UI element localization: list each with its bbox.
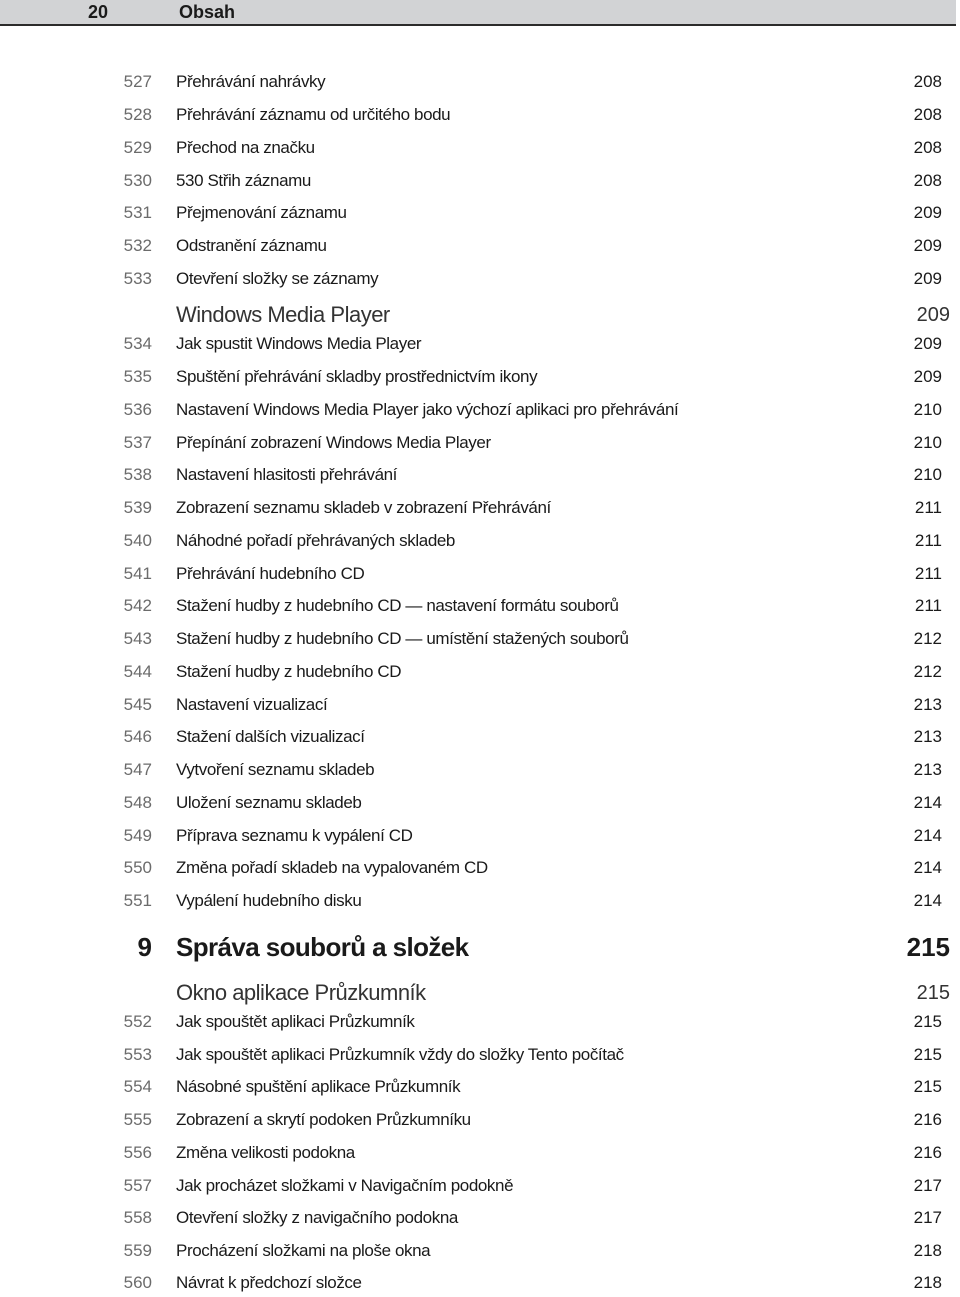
toc-entry — [0, 1075, 960, 1101]
entry-page: 210 — [913, 465, 942, 484]
entry-number: 540 — [123, 531, 152, 550]
entry-number: 550 — [123, 858, 152, 877]
toc-entry — [0, 856, 960, 882]
entry-title: Náhodné pořadí přehrávaných skladeb — [176, 531, 455, 550]
section-page: 215 — [916, 982, 950, 1004]
entry-number: 537 — [123, 433, 152, 452]
entry-title: Jak procházet složkami v Navigačním podokně — [176, 1176, 514, 1195]
entry-page: 208 — [913, 105, 942, 124]
chapter-page: 215 — [906, 932, 950, 962]
entry-title: Stažení dalších vizualizací — [176, 727, 365, 746]
entry-title: Stažení hudby z hudebního CD — umístění stažených souborů — [176, 629, 629, 648]
entry-page: 209 — [913, 334, 942, 353]
entry-title: Nastavení hlasitosti přehrávání — [176, 465, 398, 484]
toc-entry — [0, 136, 960, 162]
entry-title: Spuštění přehrávání skladby prostřednictvím ikony — [176, 367, 538, 386]
section-title: Okno aplikace Průzkumník — [176, 980, 426, 1005]
chapter-title: Správa souborů a složek — [176, 932, 469, 962]
entry-title: Procházení složkami na ploše okna — [176, 1241, 431, 1260]
toc-entry — [0, 1010, 960, 1036]
entry-title: Přehrávání nahrávky — [176, 72, 326, 91]
entry-page: 214 — [913, 858, 942, 877]
toc-entry — [0, 594, 960, 620]
entry-title: Přehrávání hudebního CD — [176, 564, 365, 583]
entry-title: Přejmenování záznamu — [176, 203, 347, 222]
entry-number: 530 — [123, 171, 152, 190]
entry-title: Násobné spuštění aplikace Průzkumník — [176, 1077, 461, 1096]
entry-page: 211 — [914, 531, 942, 550]
entry-page: 211 — [914, 596, 942, 615]
toc-section-heading — [0, 979, 960, 1005]
entry-number: 534 — [123, 334, 152, 353]
entry-page: 214 — [913, 891, 942, 910]
entry-title: Stažení hudby z hudebního CD — nastavení formátu souborů — [176, 596, 619, 615]
entry-page: 213 — [913, 760, 942, 779]
toc-entry — [0, 332, 960, 358]
entry-number: 555 — [123, 1110, 152, 1129]
toc-entry — [0, 431, 960, 457]
toc-entry — [0, 1271, 960, 1297]
toc-entry — [0, 103, 960, 129]
entry-number: 544 — [123, 662, 152, 681]
entry-number: 539 — [123, 498, 152, 517]
toc-chapter-heading — [0, 930, 960, 962]
page-title: Obsah — [179, 2, 236, 22]
entry-title: Jak spouštět aplikaci Průzkumník vždy do složky Tento počítač — [176, 1045, 624, 1064]
entry-number: 558 — [123, 1208, 152, 1227]
entry-page: 214 — [913, 826, 942, 845]
toc-entry — [0, 496, 960, 522]
section-page: 209 — [916, 304, 950, 326]
toc-entry — [0, 398, 960, 424]
entry-page: 212 — [913, 629, 942, 648]
entry-page: 215 — [913, 1077, 942, 1096]
entry-page: 212 — [913, 662, 942, 681]
entry-title: Zobrazení seznamu skladeb v zobrazení Přehrávání — [176, 498, 551, 517]
entry-number: 545 — [123, 695, 152, 714]
entry-title: Změna velikosti podokna — [176, 1143, 355, 1162]
entry-number: 559 — [123, 1241, 152, 1260]
toc-entry — [0, 693, 960, 719]
page-header — [0, 0, 960, 26]
entry-number: 529 — [123, 138, 152, 157]
entry-title: Přehrávání záznamu od určitého bodu — [176, 105, 451, 124]
entry-title: Jak spouštět aplikaci Průzkumník — [176, 1012, 415, 1031]
entry-number: 532 — [123, 236, 152, 255]
toc-entry — [0, 1174, 960, 1200]
entry-page: 210 — [913, 400, 942, 419]
entry-number: 541 — [123, 564, 152, 583]
header-bar — [0, 0, 956, 24]
entry-number: 548 — [123, 793, 152, 812]
entry-page: 210 — [913, 433, 942, 452]
entry-number: 551 — [123, 891, 152, 910]
entry-page: 211 — [914, 498, 942, 517]
entry-page: 209 — [913, 269, 942, 288]
toc-entry — [0, 1141, 960, 1167]
entry-number: 554 — [123, 1077, 152, 1096]
entry-title: Nastavení Windows Media Player jako výchozí aplikaci pro přehrávání — [176, 400, 679, 419]
toc-entry — [0, 169, 960, 195]
entry-page: 218 — [913, 1241, 942, 1260]
entry-page: 215 — [913, 1012, 942, 1031]
entry-page: 216 — [913, 1110, 942, 1129]
entry-page: 213 — [913, 695, 942, 714]
toc-entry — [0, 889, 960, 915]
entry-number: 552 — [123, 1012, 152, 1031]
toc-entry — [0, 463, 960, 489]
entry-number: 533 — [123, 269, 152, 288]
entry-page: 208 — [913, 171, 942, 190]
entry-page: 209 — [913, 203, 942, 222]
entry-title: Příprava seznamu k vypálení CD — [176, 826, 413, 845]
toc-entry — [0, 529, 960, 555]
entry-page: 218 — [913, 1273, 942, 1292]
page-number: 20 — [88, 2, 109, 22]
entry-title: Změna pořadí skladeb na vypalovaném CD — [176, 858, 488, 877]
toc-entry — [0, 758, 960, 784]
toc-entry — [0, 562, 960, 588]
toc-entry — [0, 267, 960, 293]
toc-entry — [0, 201, 960, 227]
entry-page: 217 — [913, 1176, 942, 1195]
entry-title: Stažení hudby z hudebního CD — [176, 662, 402, 681]
entry-number: 538 — [123, 465, 152, 484]
entry-number: 557 — [123, 1176, 152, 1195]
entry-title: Návrat k předchozí složce — [176, 1273, 362, 1292]
header-rule — [0, 24, 956, 26]
chapter-number: 9 — [137, 932, 152, 962]
entry-number: 546 — [123, 727, 152, 746]
entry-number: 527 — [123, 72, 152, 91]
entry-title: Zobrazení a skrytí podoken Průzkumníku — [176, 1110, 471, 1129]
entry-number: 543 — [123, 629, 152, 648]
toc-entry — [0, 824, 960, 850]
toc-entry — [0, 1239, 960, 1265]
entry-page: 213 — [913, 727, 942, 746]
toc-entry — [0, 70, 960, 96]
entry-number: 535 — [123, 367, 152, 386]
toc-entry — [0, 627, 960, 653]
toc-entry — [0, 365, 960, 391]
toc-entry — [0, 1206, 960, 1232]
entry-number: 553 — [123, 1045, 152, 1064]
entry-title: Uložení seznamu skladeb — [176, 793, 362, 812]
entry-number: 549 — [123, 826, 152, 845]
entry-page: 208 — [913, 138, 942, 157]
entry-title: Nastavení vizualizací — [176, 695, 328, 714]
entry-title: Vytvoření seznamu skladeb — [176, 760, 375, 779]
entry-page: 216 — [913, 1143, 942, 1162]
entry-page: 208 — [913, 72, 942, 91]
toc-entry — [0, 791, 960, 817]
entry-title: Odstranění záznamu — [176, 236, 327, 255]
toc-entry — [0, 234, 960, 260]
toc-section-heading — [0, 301, 960, 327]
section-title: Windows Media Player — [176, 302, 390, 327]
entry-title: Otevření složky z navigačního podokna — [176, 1208, 458, 1227]
entry-page: 217 — [913, 1208, 942, 1227]
entry-number: 542 — [123, 596, 152, 615]
entry-number: 556 — [123, 1143, 152, 1162]
entry-page: 211 — [914, 564, 942, 583]
entry-number: 531 — [123, 203, 152, 222]
entry-title: Jak spustit Windows Media Player — [176, 334, 422, 353]
toc-entry — [0, 1043, 960, 1069]
entry-number: 536 — [123, 400, 152, 419]
entry-number: 547 — [123, 760, 152, 779]
entry-title: Otevření složky se záznamy — [176, 269, 379, 288]
toc-entry — [0, 660, 960, 686]
entry-title: 530 Střih záznamu — [176, 171, 311, 190]
entry-number: 560 — [123, 1273, 152, 1292]
entry-title: Přepínání zobrazení Windows Media Player — [176, 433, 491, 452]
entry-number: 528 — [123, 105, 152, 124]
entry-page: 209 — [913, 367, 942, 386]
entry-title: Přechod na značku — [176, 138, 315, 157]
entry-page: 214 — [913, 793, 942, 812]
toc-entry — [0, 725, 960, 751]
entry-page: 215 — [913, 1045, 942, 1064]
toc-entry — [0, 1108, 960, 1134]
entry-title: Vypálení hudebního disku — [176, 891, 362, 910]
entry-page: 209 — [913, 236, 942, 255]
